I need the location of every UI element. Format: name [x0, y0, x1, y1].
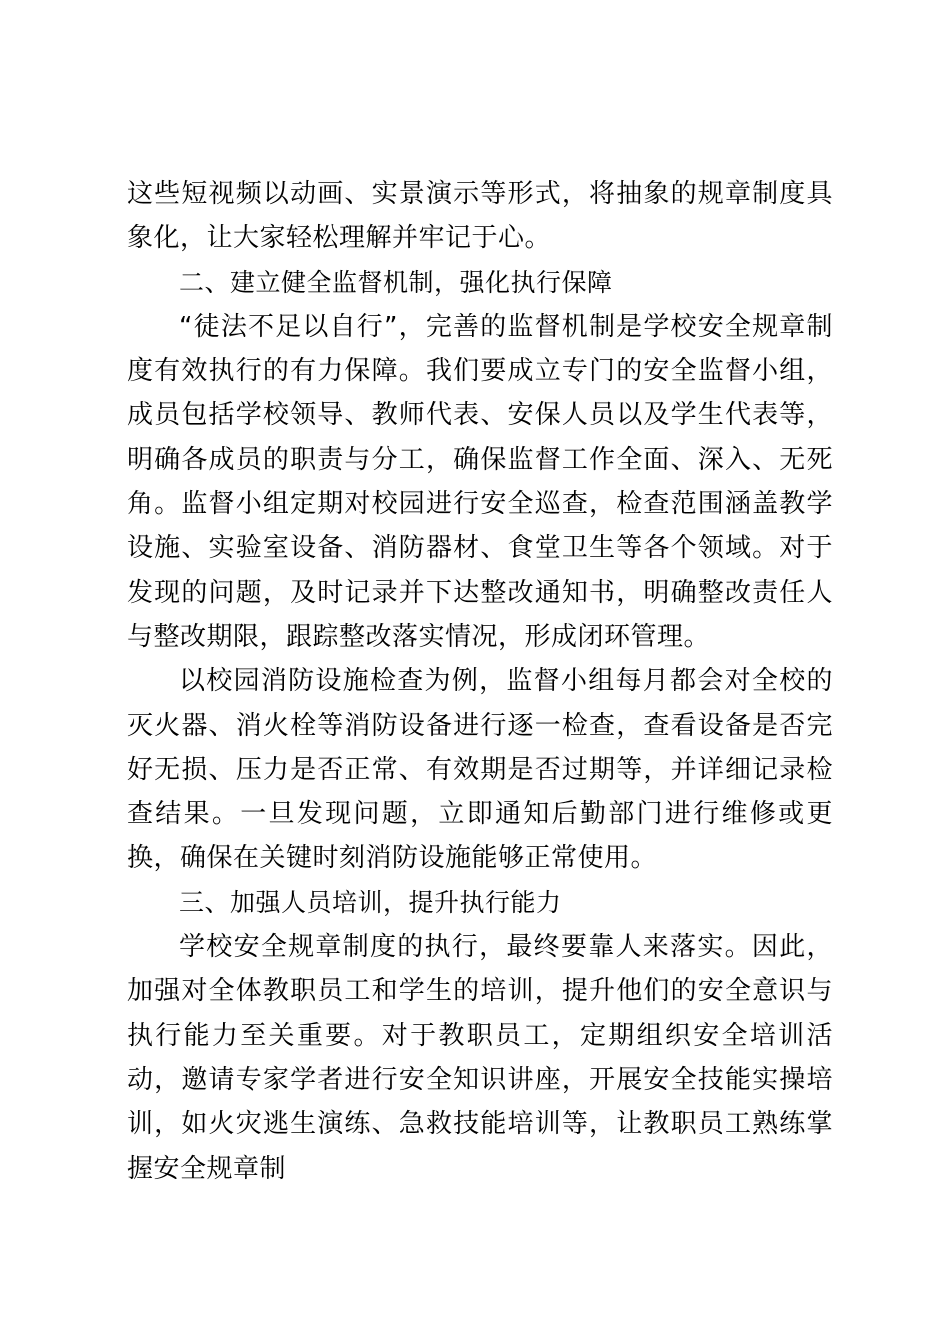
section-heading-training: 三、加强人员培训，提升执行能力	[179, 887, 562, 917]
document-body	[127, 172, 833, 1191]
paragraph-supervision-mechanism: “徒法不足以自行”，完善的监督机制是学校安全规章制度有效执行的有力保障。我们要成立专门的安全监督小组，成员包括学校领导、教师代表、安保人员以及学生代表等，明确各成员的职责与分工，确保监督工作全面、深入、无死角。监督小组定期对校园进行安全巡查，检查范围涵盖教学设施、实验室设备、消防器材、食堂卫生等各个领域。对于发现的问题，及时记录并下达整改通知书，明确整改责任人与整改期限，跟踪整改落实情况，形成闭环管理。	[127, 311, 833, 652]
section-heading-supervision: 二、建立健全监督机制，强化执行保障	[179, 267, 613, 297]
paragraph-staff-training: 学校安全规章制度的执行，最终要靠人来落实。因此，加强对全体教职员工和学生的培训，提升他们的安全意识与执行能力至关重要。对于教职员工，定期组织安全培训活动，邀请专家学者进行安全知识讲座，开展安全技能实操培训，如火灾逃生演练、急救技能培训等，让教职员工熟练掌握安全规章制	[127, 932, 833, 1184]
paragraph-video-intro: 这些短视频以动画、实景演示等形式，将抽象的规章制度具象化，让大家轻松理解并牢记于心。	[127, 179, 833, 254]
paragraph-fire-inspection-example: 以校园消防设施检查为例，监督小组每月都会对全校的灭火器、消火栓等消防设备进行逐一检查，查看设备是否完好无损、压力是否正常、有效期是否过期等，并详细记录检查结果。一旦发现问题，立即通知后勤部门进行维修或更换，确保在关键时刻消防设施能够正常使用。	[127, 666, 833, 874]
